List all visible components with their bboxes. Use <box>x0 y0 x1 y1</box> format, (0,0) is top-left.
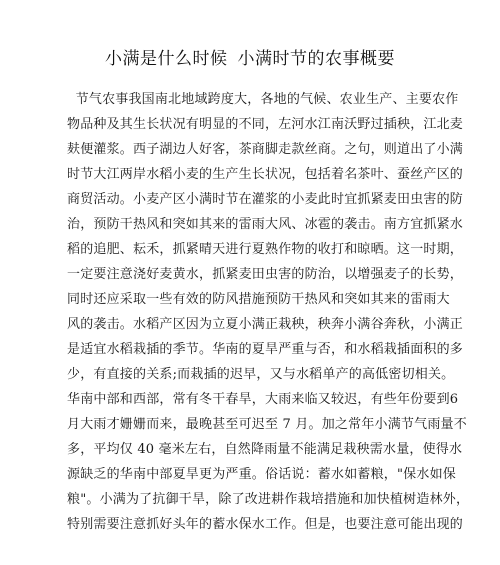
title-part-2: 小满时节的农事概要 <box>237 49 395 69</box>
body-line: 多，平均仅 40 毫米左右，自然降雨量不能满足栽秧需水量，使得水 <box>67 442 463 457</box>
body-line: 治，预防干热风和突如其来的雷雨大风、冰雹的袭击。南方宜抓紧水 <box>67 217 464 232</box>
body-line: 一定要注意浇好麦黄水，抓紧麦田虫害的防治，以增强麦子的长势， <box>67 267 464 282</box>
body-line: 特别需要注意抓好头年的蓄水保水工作。但是，也要注意可能出现的 <box>67 517 464 532</box>
body-line: 时节大江两岸水稻小麦的生产生长状况，包括着名茶叶、蚕丝产区的 <box>67 167 464 182</box>
article-title <box>0 48 500 70</box>
body-line: 物品种及其生长状况有明显的不同，左河水江南沃野过插秧，江北麦 <box>67 117 464 132</box>
title-part-1: 小满是什么时候 <box>105 49 228 69</box>
body-line: 是适宜水稻栽插的季节。华南的夏旱严重与否，和水稻栽插面积的多 <box>67 342 464 357</box>
body-line: 粮"。小满为了抗御干旱，除了改进耕作栽培措施和加快植树造林外， <box>67 492 470 507</box>
body-line: 少，有直接的关系;而栽插的迟早，又与水稻单产的高低密切相关。 <box>67 367 455 382</box>
body-line: 风的袭击。水稻产区因为立夏小满正栽秧，秧奔小满谷奔秋，小满正 <box>67 317 464 332</box>
body-line: 源缺乏的华南中部夏旱更为严重。俗话说：蓄水如蓄粮，"保水如保 <box>67 467 456 482</box>
body-line: 商贸活动。小麦产区小满时节在灌浆的小麦此时宜抓紧麦田虫害的防 <box>67 192 464 207</box>
body-line: 稻的追肥、耘禾，抓紧晴天进行夏熟作物的收打和晾晒。这一时期， <box>67 242 464 257</box>
body-line: 华南中部和西部，常有冬干春旱，大雨来临又较迟，有些年份要到6 <box>67 392 459 407</box>
body-line: 麸便灌浆。西子湖边人好客，茶商脚走款丝商。之句，则道出了小满 <box>67 142 464 157</box>
body-line: 节气农事我国南北地域跨度大，各地的气候、农业生产、主要农作 <box>67 92 459 107</box>
body-line: 月大雨才姗姗而来，最晚甚至可迟至 7 月。加之常年小满节气雨量不 <box>67 417 467 432</box>
body-line: 同时还应采取一些有效的防风措施预防干热风和突如其来的雷雨大 <box>67 292 450 307</box>
